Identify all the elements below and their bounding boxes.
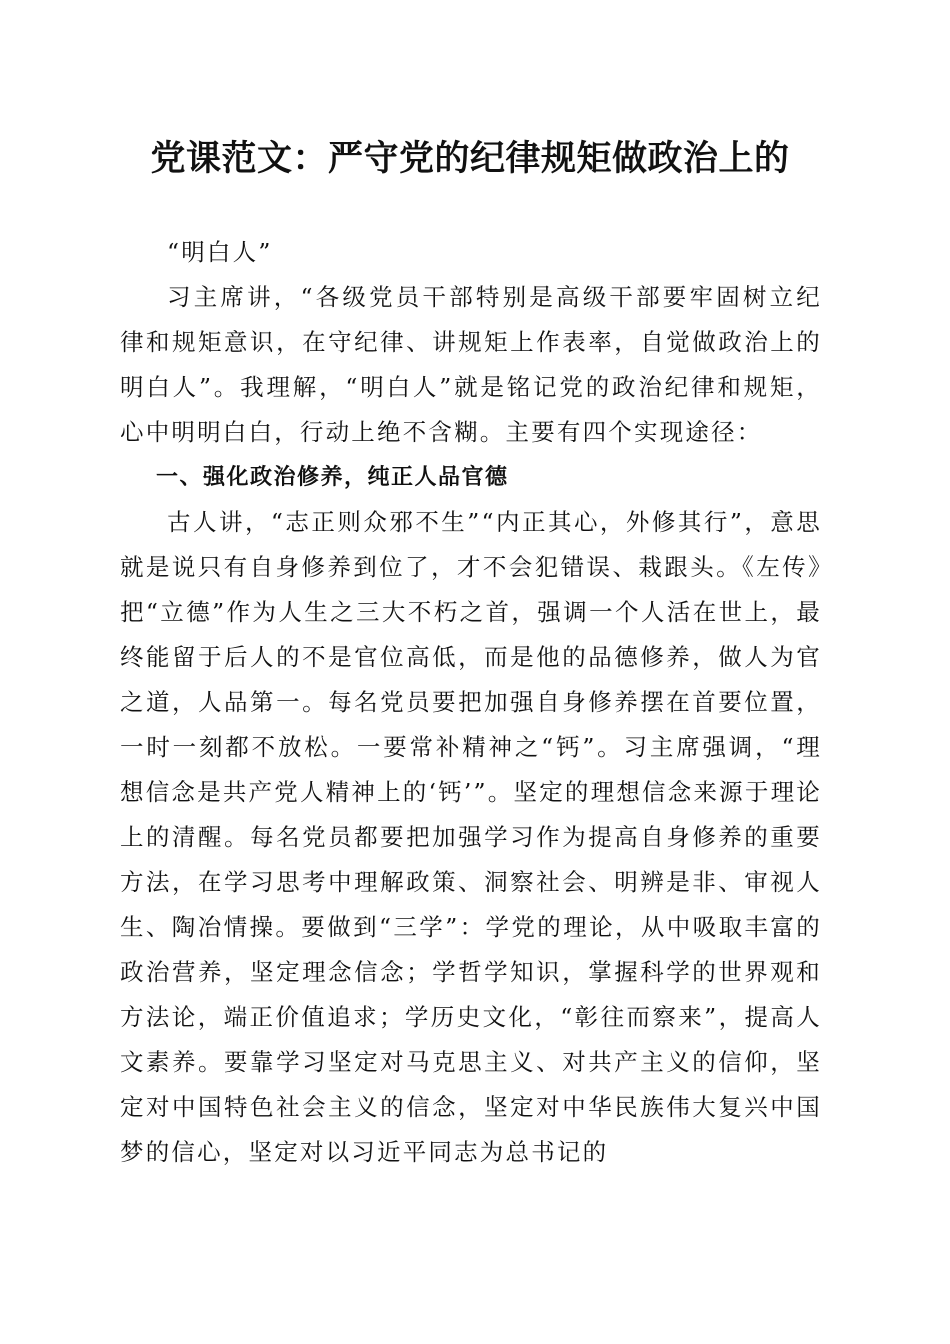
document-body <box>120 230 822 1175</box>
section-heading-1: 一、强化政治修养，纯正人品官德 <box>156 465 509 490</box>
document-title: 党课范文：严守党的纪律规矩做政治上的 <box>150 138 790 179</box>
paragraph-title-continuation: “明白人” <box>167 238 273 266</box>
paragraph-section-1: 古人讲，“志正则众邪不生”“内正其心，外修其行”，意思就是说只有自身修养到位了，才不会犯错误、栽跟头。《左传》把“立德”作为人生之三大不朽之首，强调一个人活在世上，最终能留于后人的不是官位高低，而是他的品德修养，做人为官之道，人品第一。每名党员要把加强自身修养摆在首要位置，一时一刻都不放松。一要常补精神之“钙”。习主席强调，“理想信念是共产党人精神上的‘钙’”。坚定的理想信念来源于理论上的清醒。每名党员都要把加强学习作为提高自身修养的重要方法，在学习思考中理解政策、洞察社会、明辨是非、审视人生、陶冶情操。要做到“三学”：学党的理论，从中吸取丰富的政治营养，坚定理念信念；学哲学知识，掌握科学的世界观和方法论，端正价值追求；学历史文化，“彰往而察来”，提高人文素养。要靠学习坚定对马克思主义、对共产主义的信仰，坚定对中国特色社会主义的信念，坚定对中华民族伟大复兴中国梦的信心，坚定对以习近平同志为总书记的 <box>120 508 822 1166</box>
paragraph-intro: 习主席讲，“各级党员干部特别是高级干部要牢固树立纪律和规矩意识，在守纪律、讲规矩上作表率，自觉做政治上的明白人”。我理解，“明白人”就是铭记党的政治纪律和规矩，心中明明白白，行动上绝不含糊。主要有四个实现途径： <box>120 283 822 446</box>
